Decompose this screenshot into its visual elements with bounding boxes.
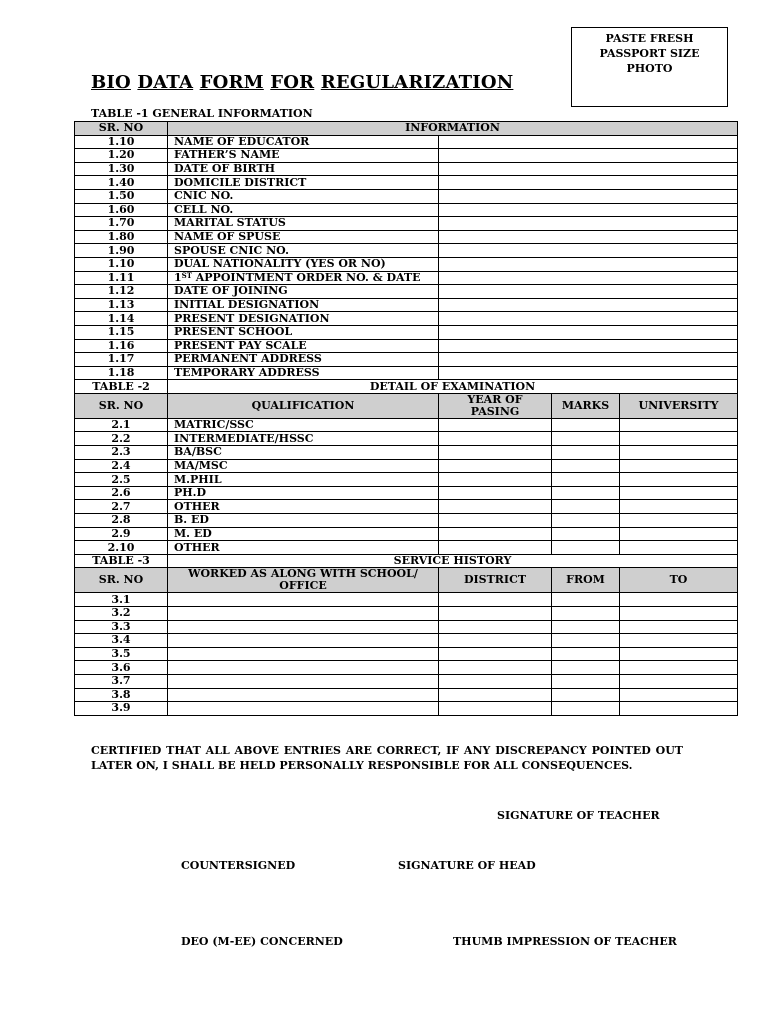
table2-marks-field[interactable] [552, 418, 620, 432]
table3-header-district: DISTRICT [439, 568, 552, 593]
table1-field-label: CNIC NO. [168, 189, 439, 203]
table1-field-label: PERMANENT ADDRESS [168, 353, 439, 367]
field-label-prefix: 1 [174, 271, 182, 284]
table3-row [75, 593, 738, 607]
table1-value-field[interactable] [439, 244, 738, 258]
table3-row [75, 674, 738, 688]
table3-worked-field[interactable] [168, 593, 439, 607]
table1-row [75, 176, 738, 190]
table2-university-field[interactable] [620, 446, 738, 460]
table2-university-field[interactable] [620, 459, 738, 473]
table1-row [75, 298, 738, 312]
table2-row [75, 500, 738, 514]
table1-row [75, 353, 738, 367]
table3-title: SERVICE HISTORY [168, 554, 738, 568]
table1-row [75, 203, 738, 217]
table2-row [75, 541, 738, 555]
table3-sr-no: 3.3 [75, 620, 168, 634]
table3-district-field[interactable] [439, 661, 552, 675]
table2-row [75, 446, 738, 460]
table2-marks-field[interactable] [552, 500, 620, 514]
table1-sr-no: 1.40 [75, 176, 168, 190]
table1-field-label: DOMICILE DISTRICT [168, 176, 439, 190]
table1-field-label: PRESENT SCHOOL [168, 325, 439, 339]
table2-university-field[interactable] [620, 432, 738, 446]
table1-row [75, 271, 738, 285]
table2-qualification-label: MA/MSC [168, 459, 439, 473]
table1-field-label [168, 271, 439, 285]
table1-value-field[interactable] [439, 230, 738, 244]
table1-sr-no: 1.17 [75, 353, 168, 367]
table3-row [75, 688, 738, 702]
table2-title: DETAIL OF EXAMINATION [168, 380, 738, 394]
photo-label-line-2: PASSPORT SIZE [599, 47, 700, 60]
table2-row [75, 514, 738, 528]
table1-header-row [75, 122, 738, 136]
table3-sr-no: 3.8 [75, 688, 168, 702]
table1-field-label: PRESENT PAY SCALE [168, 339, 439, 353]
table1-field-label: NAME OF SPUSE [168, 230, 439, 244]
table2-row [75, 418, 738, 432]
table2-caption-row [75, 380, 738, 394]
table3-to-field[interactable] [620, 647, 738, 661]
table2-sr-no: 2.5 [75, 473, 168, 487]
table2-header-qualification: QUALIFICATION [168, 393, 439, 418]
title-word-2: DATA [137, 72, 194, 93]
table1-value-field[interactable] [439, 353, 738, 367]
table3-worked-field[interactable] [168, 661, 439, 675]
table3-row [75, 661, 738, 675]
table1-header-sr: SR. NO [75, 122, 168, 136]
table2-row [75, 459, 738, 473]
table3-from-field[interactable] [552, 647, 620, 661]
table3-from-field[interactable] [552, 688, 620, 702]
table3-from-field[interactable] [552, 634, 620, 648]
table1-caption: TABLE -1 GENERAL INFORMATION [91, 107, 313, 120]
table1-sr-no: 1.11 [75, 271, 168, 285]
table1-field-label: DATE OF JOINING [168, 285, 439, 299]
table2-year-field[interactable] [439, 500, 552, 514]
table1-value-field[interactable] [439, 366, 738, 380]
table3-worked-field[interactable] [168, 688, 439, 702]
table1-value-field[interactable] [439, 203, 738, 217]
table1-sr-no: 1.10 [75, 135, 168, 149]
signature-head-label: SIGNATURE OF HEAD [398, 859, 536, 872]
table2-year-field[interactable] [439, 446, 552, 460]
table2-caption: TABLE -2 [75, 380, 168, 394]
table2-sr-no: 2.8 [75, 514, 168, 528]
table3-row [75, 647, 738, 661]
table2-year-field[interactable] [439, 418, 552, 432]
table3-from-field[interactable] [552, 661, 620, 675]
photo-label-line-1: PASTE FRESH [605, 32, 694, 45]
table1-row [75, 217, 738, 231]
table2-university-field[interactable] [620, 473, 738, 487]
table2-header-sr: SR. NO [75, 393, 168, 418]
table1-value-field[interactable] [439, 312, 738, 326]
table3-sr-no: 3.7 [75, 674, 168, 688]
table3-district-field[interactable] [439, 688, 552, 702]
table1-value-field[interactable] [439, 149, 738, 163]
table1-row [75, 230, 738, 244]
table1-sr-no: 1.13 [75, 298, 168, 312]
table3-to-field[interactable] [620, 634, 738, 648]
table2-qualification-label: MATRIC/SSC [168, 418, 439, 432]
table1-sr-no: 1.60 [75, 203, 168, 217]
deo-concerned-label: DEO (M-EE) CONCERNED [181, 935, 343, 948]
table1-sr-no: 1.15 [75, 325, 168, 339]
table3-worked-field[interactable] [168, 674, 439, 688]
table2-qualification-label: B. ED [168, 514, 439, 528]
table2-sr-no: 2.9 [75, 527, 168, 541]
table3-district-field[interactable] [439, 674, 552, 688]
table3-sr-no: 3.9 [75, 702, 168, 716]
table3-sr-no: 3.6 [75, 661, 168, 675]
table1-row [75, 339, 738, 353]
table3-district-field[interactable] [439, 647, 552, 661]
table1-value-field[interactable] [439, 271, 738, 285]
table1-row [75, 149, 738, 163]
table3-header-to: TO [620, 568, 738, 593]
table2-qualification-label: M. ED [168, 527, 439, 541]
table1-sr-no: 1.30 [75, 162, 168, 176]
table1-field-label: DATE OF BIRTH [168, 162, 439, 176]
table1-row [75, 135, 738, 149]
table3-row [75, 620, 738, 634]
table1-value-field[interactable] [439, 189, 738, 203]
table2-marks-field[interactable] [552, 541, 620, 555]
table1-row [75, 312, 738, 326]
table1-sr-no: 1.14 [75, 312, 168, 326]
table3-caption: TABLE -3 [75, 554, 168, 568]
table2-university-field[interactable] [620, 500, 738, 514]
table3-from-field[interactable] [552, 620, 620, 634]
table1-row [75, 162, 738, 176]
table3-row [75, 702, 738, 716]
table1-value-field[interactable] [439, 298, 738, 312]
table2-row [75, 527, 738, 541]
table2-year-field[interactable] [439, 473, 552, 487]
table3-to-field[interactable] [620, 661, 738, 675]
page-title [91, 72, 513, 93]
table2-qualification-label: M.PHIL [168, 473, 439, 487]
table1-sr-no: 1.50 [75, 189, 168, 203]
table2-university-field[interactable] [620, 527, 738, 541]
table1-value-field[interactable] [439, 162, 738, 176]
table2-university-field[interactable] [620, 486, 738, 500]
signature-teacher-label: SIGNATURE OF TEACHER [497, 809, 660, 822]
table2-qualification-label: OTHER [168, 541, 439, 555]
title-word-5: REGULARIZATION [320, 72, 514, 93]
table2-year-field[interactable] [439, 527, 552, 541]
table1-header-info: INFORMATION [168, 122, 738, 136]
table3-row [75, 607, 738, 621]
table2-year-field[interactable] [439, 459, 552, 473]
table3-from-field[interactable] [552, 674, 620, 688]
table2-sr-no: 2.10 [75, 541, 168, 555]
table1-field-label: INITIAL DESIGNATION [168, 298, 439, 312]
title-word-4: FOR [270, 72, 315, 93]
table3-to-field[interactable] [620, 620, 738, 634]
table1-value-field[interactable] [439, 285, 738, 299]
table2-university-field[interactable] [620, 418, 738, 432]
table3-worked-field[interactable] [168, 702, 439, 716]
table3-header-row [75, 568, 738, 593]
table3-sr-no: 3.1 [75, 593, 168, 607]
thumb-impression-label: THUMB IMPRESSION OF TEACHER [453, 935, 677, 948]
title-word-1: BIO [91, 72, 131, 93]
photo-placeholder-box[interactable] [571, 27, 728, 107]
table1-field-label: FATHER’S NAME [168, 149, 439, 163]
table3-to-field[interactable] [620, 593, 738, 607]
table2-qualification-label: BA/BSC [168, 446, 439, 460]
table1-sr-no: 1.18 [75, 366, 168, 380]
table3-district-field[interactable] [439, 634, 552, 648]
table1-sr-no: 1.20 [75, 149, 168, 163]
table3-to-field[interactable] [620, 688, 738, 702]
table1-sr-no: 1.90 [75, 244, 168, 258]
table1-field-label: PRESENT DESIGNATION [168, 312, 439, 326]
table2-year-field[interactable] [439, 486, 552, 500]
table3-worked-field[interactable] [168, 607, 439, 621]
table2-university-field[interactable] [620, 541, 738, 555]
table1-field-label: NAME OF EDUCATOR [168, 135, 439, 149]
table3-worked-field[interactable] [168, 634, 439, 648]
photo-label-line-3: PHOTO [626, 62, 673, 75]
table2-sr-no: 2.7 [75, 500, 168, 514]
table3-to-field[interactable] [620, 674, 738, 688]
table3-from-field[interactable] [552, 702, 620, 716]
table1-value-field[interactable] [439, 257, 738, 271]
table1-value-field[interactable] [439, 325, 738, 339]
table1-value-field[interactable] [439, 339, 738, 353]
table3-district-field[interactable] [439, 620, 552, 634]
table3-to-field[interactable] [620, 607, 738, 621]
table2-header-year: YEAR OF PASING [439, 393, 552, 418]
table2-header-row [75, 393, 738, 418]
table2-row [75, 486, 738, 500]
table2-qualification-label: PH.D [168, 486, 439, 500]
table1-value-field[interactable] [439, 176, 738, 190]
table2-marks-field[interactable] [552, 459, 620, 473]
bio-data-table [74, 121, 738, 716]
table3-sr-no: 3.2 [75, 607, 168, 621]
table2-sr-no: 2.6 [75, 486, 168, 500]
table1-field-label: TEMPORARY ADDRESS [168, 366, 439, 380]
table2-row [75, 473, 738, 487]
table3-row [75, 634, 738, 648]
table3-worked-field[interactable] [168, 647, 439, 661]
table3-district-field[interactable] [439, 607, 552, 621]
table1-row [75, 325, 738, 339]
table3-worked-field[interactable] [168, 620, 439, 634]
table2-university-field[interactable] [620, 514, 738, 528]
table1-sr-no: 1.12 [75, 285, 168, 299]
table2-marks-field[interactable] [552, 432, 620, 446]
table2-sr-no: 2.4 [75, 459, 168, 473]
table3-from-field[interactable] [552, 593, 620, 607]
table2-marks-field[interactable] [552, 514, 620, 528]
table2-sr-no: 2.2 [75, 432, 168, 446]
table3-district-field[interactable] [439, 702, 552, 716]
table3-header-sr: SR. NO [75, 568, 168, 593]
table1-sr-no: 1.10 [75, 257, 168, 271]
table1-value-field[interactable] [439, 135, 738, 149]
table2-header-marks: MARKS [552, 393, 620, 418]
table2-sr-no: 2.1 [75, 418, 168, 432]
table2-marks-field[interactable] [552, 527, 620, 541]
table1-sr-no: 1.16 [75, 339, 168, 353]
table1-row [75, 189, 738, 203]
table1-value-field[interactable] [439, 217, 738, 231]
table2-year-field[interactable] [439, 541, 552, 555]
table3-header-from: FROM [552, 568, 620, 593]
table2-marks-field[interactable] [552, 446, 620, 460]
table1-field-label: SPOUSE CNIC NO. [168, 244, 439, 258]
certification-statement: CERTIFIED THAT ALL ABOVE ENTRIES ARE CORRECT, IF ANY DISCREPANCY POINTED OUT LATER ON, I SHALL BE HELD PERSONALLY RESPONSIBLE FOR ALL CONSEQUENCES. [91, 744, 683, 772]
table1-row [75, 366, 738, 380]
table3-to-field[interactable] [620, 702, 738, 716]
table1-field-label: MARITAL STATUS [168, 217, 439, 231]
field-label-text: APPOINTMENT ORDER NO. & DATE [191, 271, 421, 284]
table1-field-label: CELL NO. [168, 203, 439, 217]
table1-field-label: DUAL NATIONALITY (YES OR NO) [168, 257, 439, 271]
table1-row [75, 257, 738, 271]
table2-year-field[interactable] [439, 432, 552, 446]
table3-header-worked: WORKED AS ALONG WITH SCHOOL/ OFFICE [168, 568, 439, 593]
table2-header-university: UNIVERSITY [620, 393, 738, 418]
table2-sr-no: 2.3 [75, 446, 168, 460]
table2-marks-field[interactable] [552, 486, 620, 500]
table2-row [75, 432, 738, 446]
table3-sr-no: 3.5 [75, 647, 168, 661]
table1-row [75, 244, 738, 258]
table2-marks-field[interactable] [552, 473, 620, 487]
table3-from-field[interactable] [552, 607, 620, 621]
table2-qualification-label: OTHER [168, 500, 439, 514]
table1-sr-no: 1.80 [75, 230, 168, 244]
table2-year-field[interactable] [439, 514, 552, 528]
table3-sr-no: 3.4 [75, 634, 168, 648]
table1-row [75, 285, 738, 299]
title-word-3: FORM [199, 72, 264, 93]
table3-caption-row [75, 554, 738, 568]
table1-sr-no: 1.70 [75, 217, 168, 231]
table2-qualification-label: INTERMEDIATE/HSSC [168, 432, 439, 446]
field-label-superscript: ST [181, 271, 192, 280]
countersigned-label: COUNTERSIGNED [181, 859, 296, 872]
table3-district-field[interactable] [439, 593, 552, 607]
